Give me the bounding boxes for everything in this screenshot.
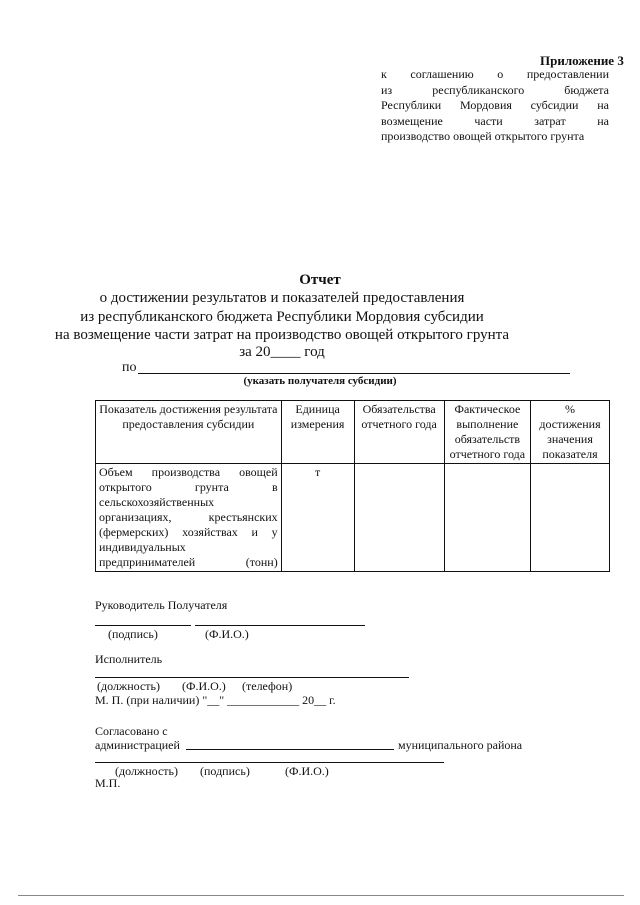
appendix-text: [381, 67, 609, 145]
page-bottom-rule: [18, 895, 624, 896]
recipient-label: по: [122, 360, 137, 375]
recipient-field-line[interactable]: [138, 373, 570, 374]
agreed-position-caption: (должность): [115, 764, 178, 778]
executor-position-caption: (должность): [97, 679, 160, 693]
head-fio-caption: (Ф.И.О.): [205, 627, 249, 641]
header-indicator: Показатель достижения результата предоставления субсидии: [96, 401, 282, 464]
header-obligation: Обязательства отчетного года: [354, 401, 444, 464]
report-year-line: за 20____ год: [239, 344, 325, 360]
report-subtitle-line: на возмещение части затрат на производство овощей открытого грунта: [54, 327, 510, 343]
executor-line[interactable]: [95, 677, 409, 678]
percent-cell[interactable]: [530, 464, 609, 572]
head-sign-caption: (подпись): [108, 627, 158, 641]
agreed-label: Согласовано с: [95, 724, 168, 738]
unit-cell: т: [281, 464, 354, 572]
appendix-line: Республики Мордовия субсидии на: [381, 98, 609, 113]
actual-cell[interactable]: [444, 464, 530, 572]
report-table: [95, 400, 610, 572]
agreed-fio-caption: (Ф.И.О.): [285, 764, 329, 778]
header-actual: Фактическое выполнение обязательств отчетного года: [444, 401, 530, 464]
table-header-row: [96, 401, 610, 464]
recipient-hint: (указать получателя субсидии): [243, 375, 397, 387]
report-subtitle-line: о достижении результатов и показателей предоставления: [99, 290, 465, 306]
admin-name-line[interactable]: [186, 749, 394, 750]
stamp-date-line: М. П. (при наличии) "__" ____________ 20__ г.: [95, 693, 336, 707]
admin-prefix: администрацией: [95, 738, 180, 752]
head-sign-line[interactable]: [95, 625, 191, 626]
table-row: [96, 464, 610, 572]
stamp-mp: М.П.: [95, 776, 121, 790]
executor-phone-caption: (телефон): [242, 679, 293, 693]
executor-label: Исполнитель: [95, 652, 163, 666]
head-label: Руководитель Получателя: [95, 598, 228, 612]
report-title: Отчет: [299, 272, 341, 288]
appendix-line: возмещение части затрат на: [381, 113, 609, 128]
appendix-line: производство овощей открытого грунта: [381, 129, 585, 144]
agreed-sign-caption: (подпись): [200, 764, 250, 778]
executor-fio-caption: (Ф.И.О.): [182, 679, 226, 693]
obligation-cell[interactable]: [354, 464, 444, 572]
report-subtitle-line: из республиканского бюджета Республики Мордовия субсидии: [80, 309, 484, 325]
appendix-title: Приложение 3: [540, 53, 624, 68]
admin-suffix: муниципального района: [398, 738, 523, 752]
appendix-line: из республиканского бюджета: [381, 82, 609, 97]
header-unit: Единица измерения: [281, 401, 354, 464]
agreed-sign-line[interactable]: [95, 762, 444, 763]
indicator-cell: Объем производства овощей открытого грунта в сельскохозяйственных организациях, крестьянских (фермерских) хозяйствах и у индивидуальных предпринимателей (тонн): [96, 464, 282, 572]
appendix-line: к соглашению о предоставлении: [381, 67, 609, 81]
header-percent: % достижения значения показателя: [530, 401, 609, 464]
head-fio-line[interactable]: [195, 625, 365, 626]
